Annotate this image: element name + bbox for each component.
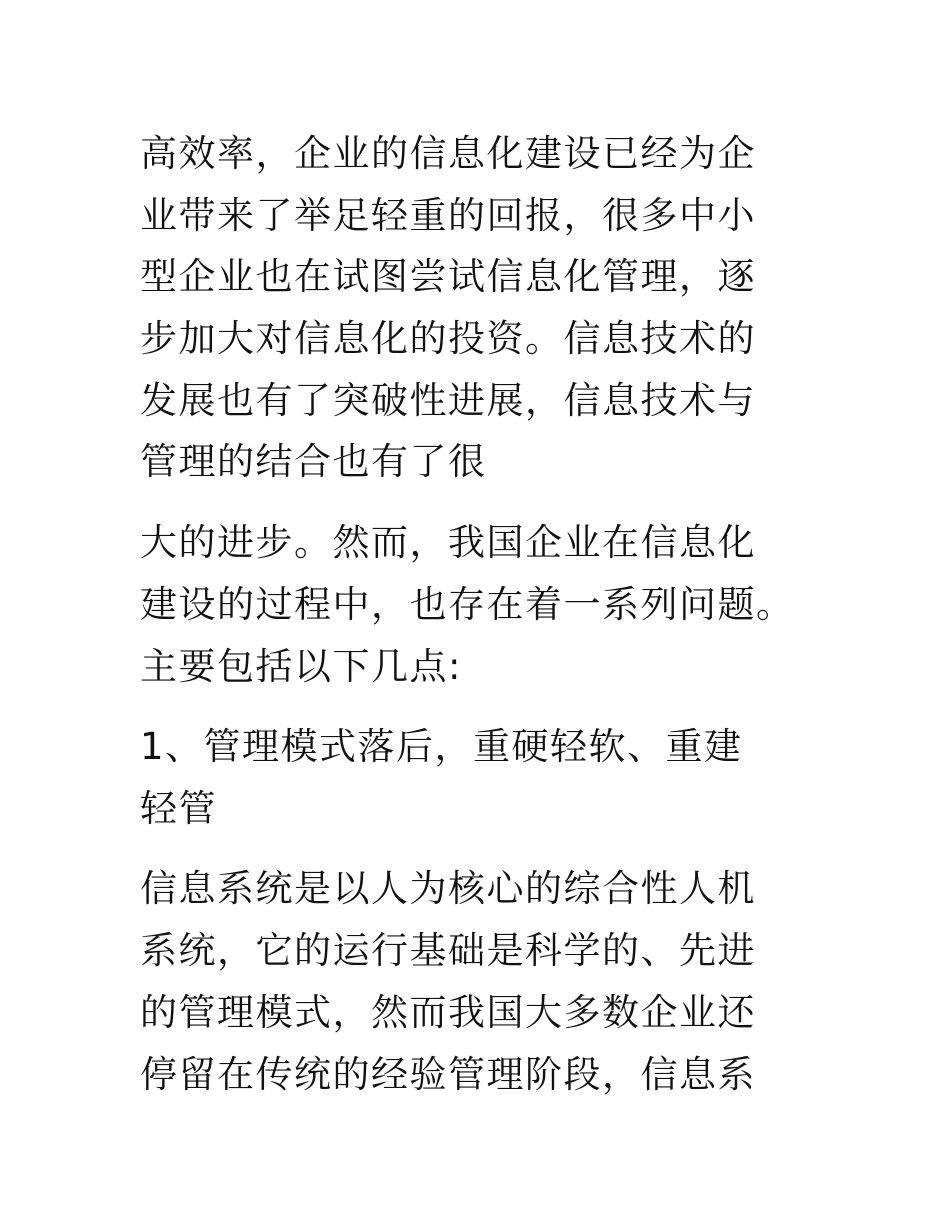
text-line: 停留在传统的经验管理阶段，信息系 xyxy=(140,1053,756,1096)
text-line: 大的进步。然而，我国企业在信息化 xyxy=(140,521,756,564)
text-line: 型企业也在试图尝试信息化管理，逐 xyxy=(140,255,756,298)
text-line: 步加大对信息化的投资。信息技术的 xyxy=(140,317,756,360)
heading-line: 轻管 xyxy=(140,787,217,830)
text-line: 系统，它的运行基础是科学的、先进 xyxy=(140,929,756,972)
text-line: 管理的结合也有了很 xyxy=(140,440,487,483)
text-line: 的管理模式，然而我国大多数企业还 xyxy=(140,991,756,1034)
heading-line: 1、管理模式落后，重硬轻软、重建 xyxy=(140,725,743,768)
text-line: 建设的过程中，也存在着一系列问题。 xyxy=(140,583,795,626)
text-line: 发展也有了突破性进展，信息技术与 xyxy=(140,379,756,422)
text-line: 信息系统是以人为核心的综合性人机 xyxy=(140,867,756,910)
text-line: 主要包括以下几点: xyxy=(140,645,462,688)
text-line: 高效率，企业的信息化建设已经为企 xyxy=(140,132,756,175)
text-line: 业带来了举足轻重的回报，很多中小 xyxy=(140,194,756,237)
